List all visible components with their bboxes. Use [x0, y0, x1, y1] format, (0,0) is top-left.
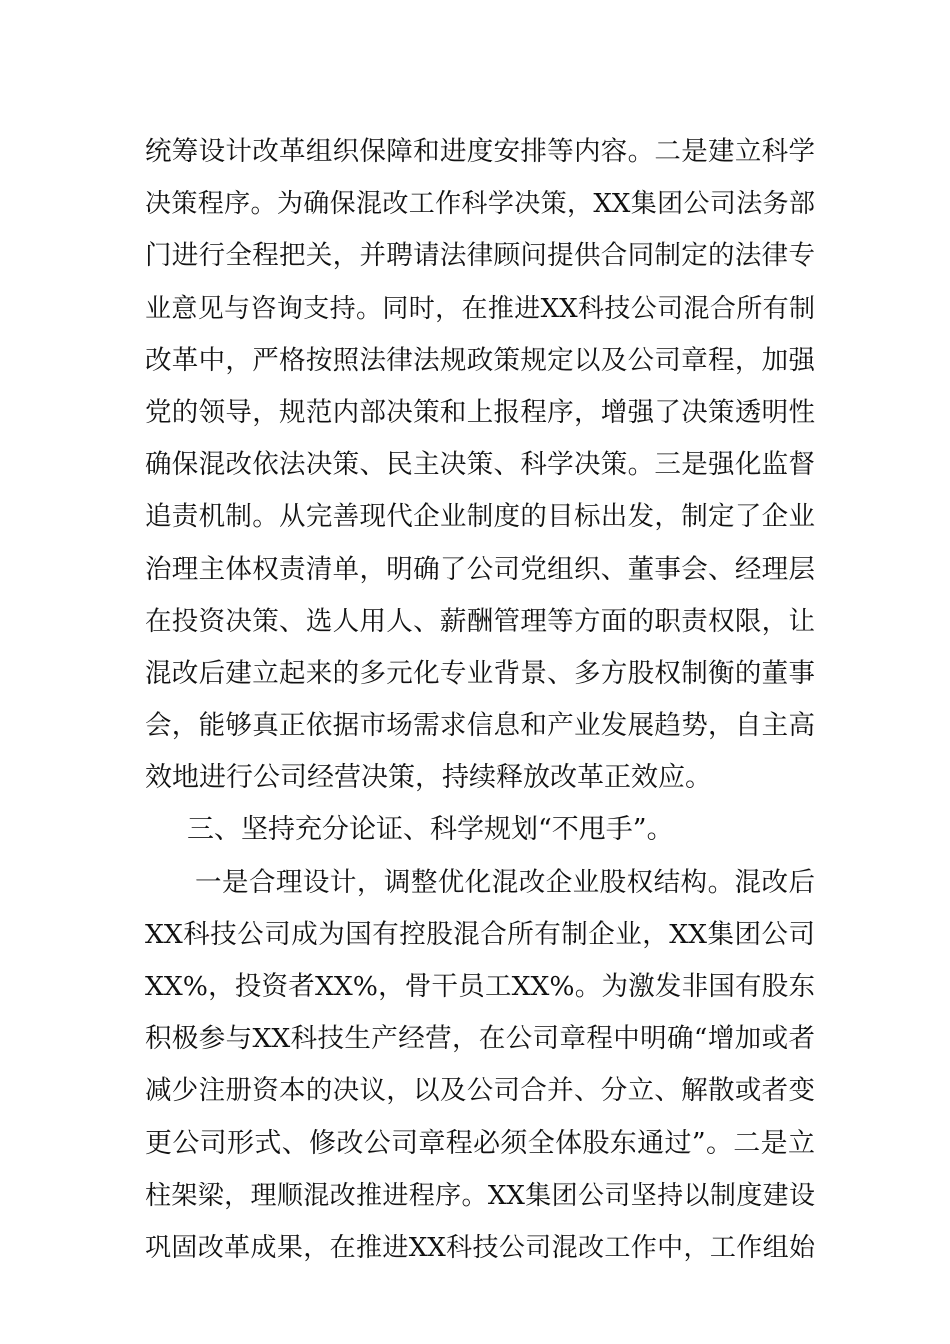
text-line: XX%，投资者XX%，骨干员工XX%。为激发非国有股东 [145, 971, 815, 1002]
paragraph-last-line: 效地进行公司经营决策，持续释放改革正效应。 [145, 762, 712, 794]
text-line: 积极参与XX科技生产经营，在公司章程中明确“增加或者 [145, 1023, 815, 1055]
body-text [145, 126, 815, 1274]
text-line: 更公司形式、修改公司章程必须全体股东通过”。二是立 [145, 1127, 815, 1159]
section-heading: 三、坚持充分论证、科学规划“不甩手”。 [187, 814, 674, 846]
text-line: 决策程序。为确保混改工作科学决策，XX集团公司法务部 [145, 189, 815, 220]
text-line: 柱架梁，理顺混改推进程序。XX集团公司坚持以制度建设 [145, 1180, 815, 1211]
text-line: 业意见与咨询支持。同时，在推进XX科技公司混合所有制 [145, 293, 815, 324]
text-line: 党的领导，规范内部决策和上报程序，增强了决策透明性 [145, 396, 815, 428]
text-line: 会，能够真正依据市场需求信息和产业发展趋势，自主高 [145, 710, 815, 742]
text-line: 统筹设计改革组织保障和进度安排等内容。二是建立科学 [145, 136, 815, 167]
text-line: 混改后建立起来的多元化专业背景、多方股权制衡的董事 [145, 657, 815, 689]
paragraph-first-line: 一是合理设计，调整优化混改企业股权结构。混改后 [195, 866, 815, 898]
text-line: 减少注册资本的决议，以及公司合并、分立、解散或者变 [145, 1075, 815, 1107]
text-line: XX科技公司成为国有控股混合所有制企业，XX集团公司 [145, 918, 815, 950]
text-line: 确保混改依法决策、民主决策、科学决策。三是强化监督 [145, 449, 815, 481]
text-line: 门进行全程把关，并聘请法律顾问提供合同制定的法律专 [145, 240, 815, 272]
text-line: 追责机制。从完善现代企业制度的目标出发，制定了企业 [145, 501, 815, 533]
text-line: 治理主体权责清单，明确了公司党组织、董事会、经理层 [145, 553, 815, 585]
text-line: 巩固改革成果，在推进XX科技公司混改工作中，工作组始 [145, 1232, 815, 1263]
text-line: 在投资决策、选人用人、薪酬管理等方面的职责权限，让 [145, 605, 815, 637]
text-line: 改革中，严格按照法律法规政策规定以及公司章程，加强 [145, 344, 815, 376]
